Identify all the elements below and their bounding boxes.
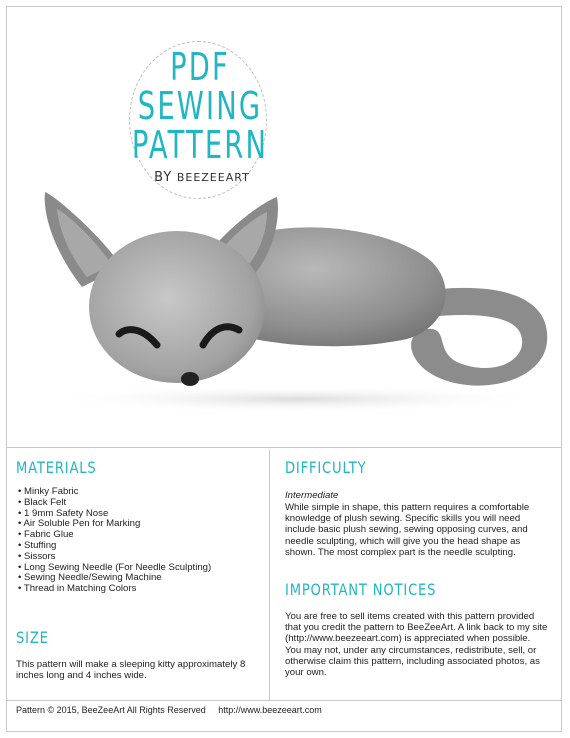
list-item: • Fabric Glue (18, 530, 211, 541)
difficulty-text: While simple in shape, this pattern requires a comfortable knowledge of plush sewing. Specific skills you will need include basic plush sewing, sewing opposing curves, and needle sculpting, which will give you the head shape as shown. The most complex part is the needle sculpting. (285, 502, 530, 558)
byline-author: BEEZEEART (176, 171, 250, 184)
list-item: • Sissors (18, 552, 211, 563)
byline-by: BY (154, 170, 173, 185)
title-line-pdf: PDF (170, 45, 230, 89)
difficulty-heading: DIFFICULTY (285, 458, 367, 477)
list-item: • Stuffing (18, 541, 211, 552)
list-item: • Sewing Needle/Sewing Machine (18, 573, 211, 584)
notices-text-credit: You are free to sell items created with this pattern provided that you credit the pattern to BeeZeeArt. A link back to my site (http://www.beezeeart.com) is appreciated when possible. (285, 611, 548, 645)
materials-heading: MATERIALS (16, 458, 97, 477)
hero-divider (7, 447, 561, 448)
head-shape (89, 231, 265, 383)
footer (16, 705, 322, 715)
list-item: • Thread in Matching Colors (18, 584, 211, 595)
list-item: • 1 9mm Safety Nose (18, 509, 211, 520)
notices-heading: IMPORTANT NOTICES (285, 580, 437, 599)
materials-list (18, 487, 211, 595)
nose-shape (181, 372, 199, 386)
shadow-shape (47, 385, 547, 413)
column-divider (269, 450, 270, 700)
plush-cat-photo (27, 167, 557, 417)
footer-copyright: Pattern © 2015, BeeZeeArt All Rights Reserved (16, 705, 206, 715)
list-item: • Air Soluble Pen for Marking (18, 519, 211, 530)
list-item: • Minky Fabric (18, 487, 211, 498)
footer-divider (7, 700, 561, 701)
notices-text-restrictions: You may not, under any circumstances, redistribute, sell, or otherwise claim this pattern, including associated photos, as your own. (285, 645, 540, 679)
title-line-sewing: SEWING (137, 84, 263, 128)
list-item: • Black Felt (18, 498, 211, 509)
difficulty-level: Intermediate (285, 490, 339, 501)
list-item: • Long Sewing Needle (For Needle Sculpting) (18, 563, 211, 574)
size-heading: SIZE (16, 628, 49, 647)
title-line-pattern: PATTERN (131, 123, 269, 167)
hero-section (7, 7, 561, 447)
size-text: This pattern will make a sleeping kitty approximately 8 inches long and 4 inches wide. (16, 659, 246, 682)
footer-url-link[interactable]: http://www.beezeeart.com (218, 705, 322, 715)
